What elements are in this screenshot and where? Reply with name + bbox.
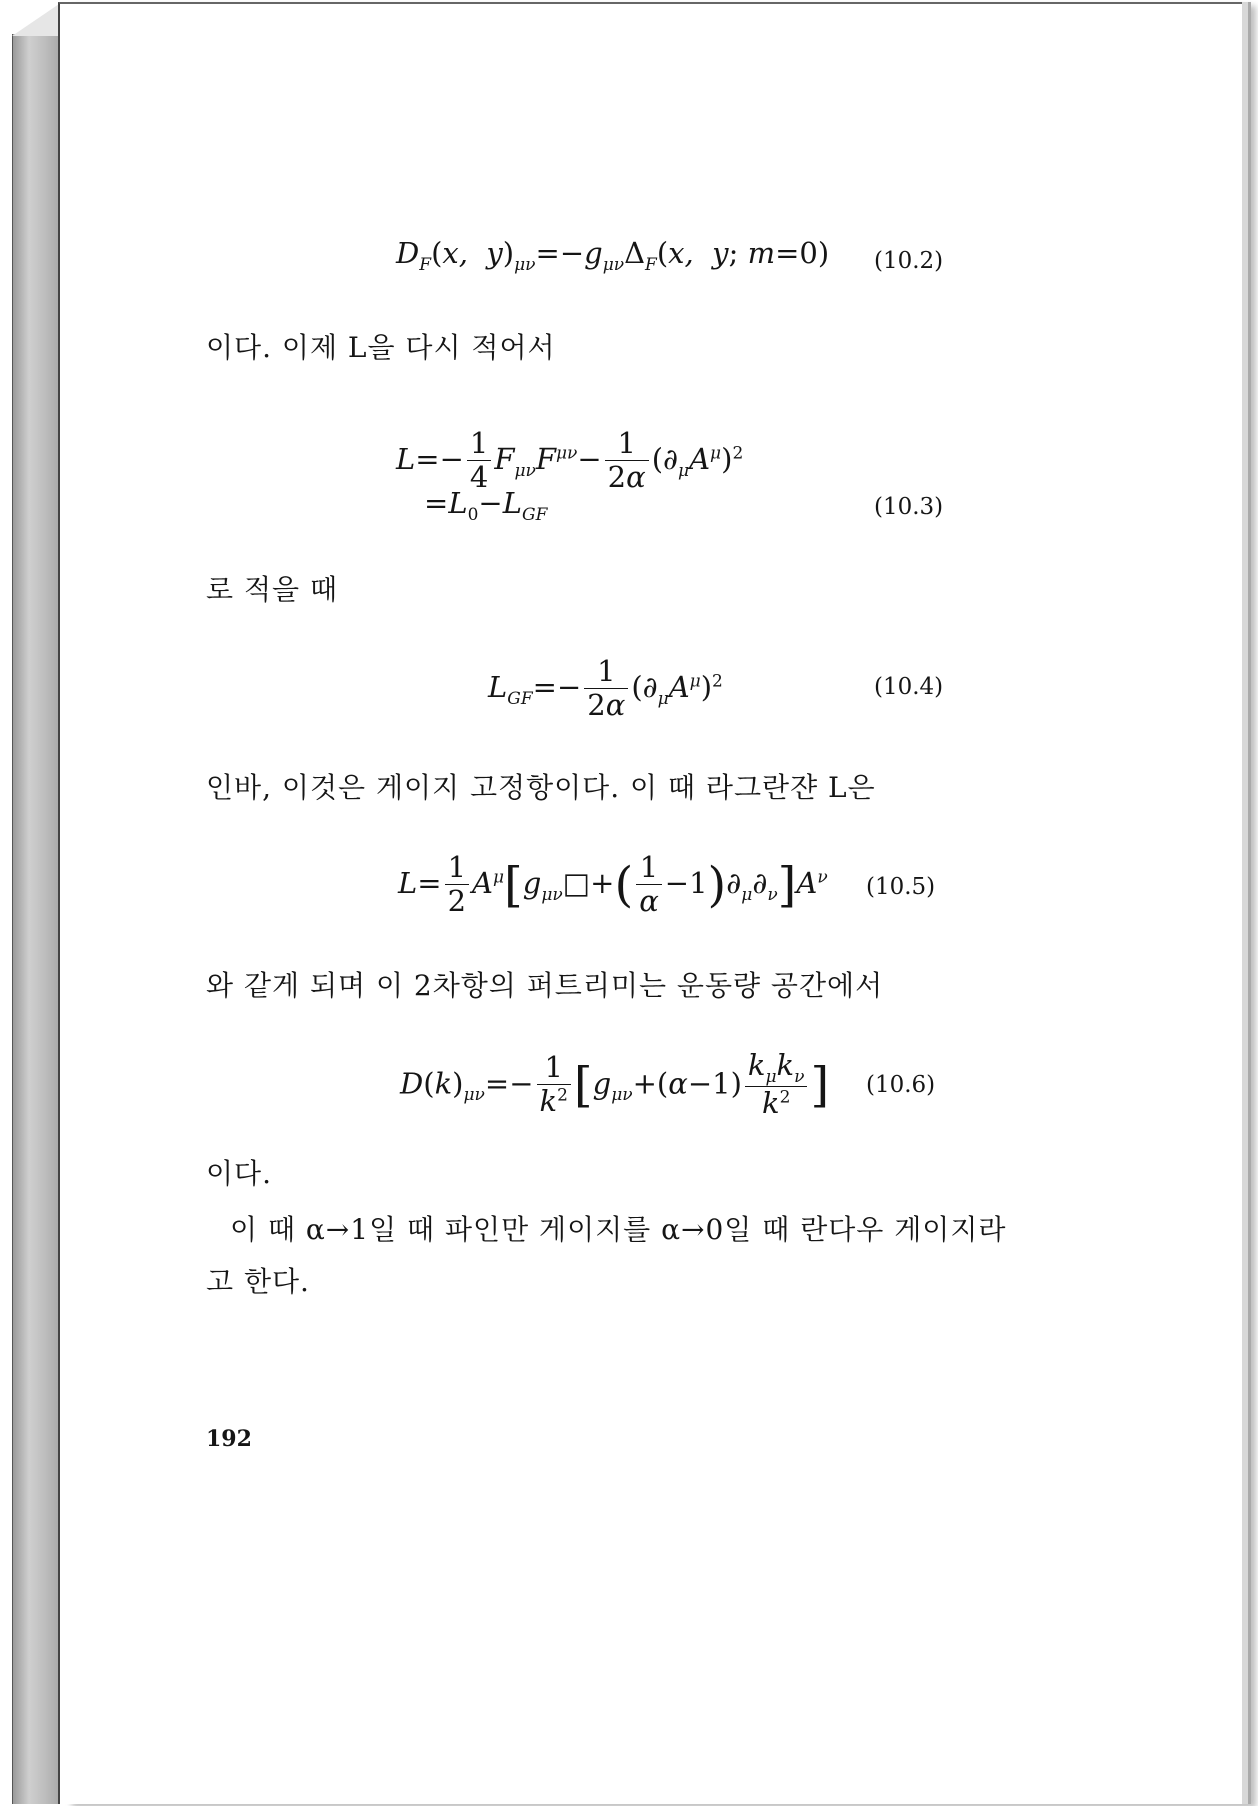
equation-number: (10.5) [866,874,936,900]
equation-10-2: $D_F(x$, $y)_{\mu\nu}=-g_{\mu\nu}\Delta_F(x$, y; m=0) [396,236,830,275]
book-corner [12,2,62,36]
equation-number: (10.6) [866,1072,936,1098]
book-page [58,2,1242,1804]
paragraph: 와 같게 되며 이 2차항의 퍼트리미는 운동량 공간에서 [206,969,884,1002]
equation-10-3-line-1: L=− $\frac{1}{4}$ $F_{\mu\nu}F^{\mu\nu}-$ $\frac{1}{2\alpha}$ $(\partial_\mu A^\mu)^2$ [396,426,744,494]
equation-10-5: L= $\frac{1}{2}$ $A^\mu[g_{\mu\nu}□+$( $\frac{1}{\alpha}$ $-1)\partial_\mu\partial_\nu]A^\nu$ [398,850,828,918]
book-spine [12,34,59,1804]
equation-number: (10.2) [874,248,944,274]
equation-10-6: $D(k)_{\mu\nu}=-$ $\frac{1}{k^2}$ [$g_{\mu\nu}+(\alpha-1)$ $\frac{k_\mu k_\nu}{k^2}$ ] [400,1048,830,1121]
paragraph: 이 때 α→1일 때 파인만 게이지를 α→0일 때 란다우 게이지라 [230,1213,1007,1246]
paragraph: 이다. [206,1157,272,1190]
paragraph: 고 한다. [206,1265,310,1298]
page-number: 192 [206,1426,252,1452]
paragraph: 로 적을 때 [206,573,338,606]
equation-10-4: $L_{GF}=-$ $\frac{1}{2\alpha}$ $(\partial_\mu A^\mu)^2$ [488,654,723,722]
equation-number: (10.4) [874,674,944,700]
equation-number: (10.3) [874,494,944,520]
equation-10-3-line-2: $=L_0-L_{GF}$ [424,486,548,525]
paragraph: 이다. 이제 L을 다시 적어서 [206,331,556,364]
paragraph: 인바, 이것은 게이지 고정항이다. 이 때 라그란쟌 L은 [206,771,876,804]
